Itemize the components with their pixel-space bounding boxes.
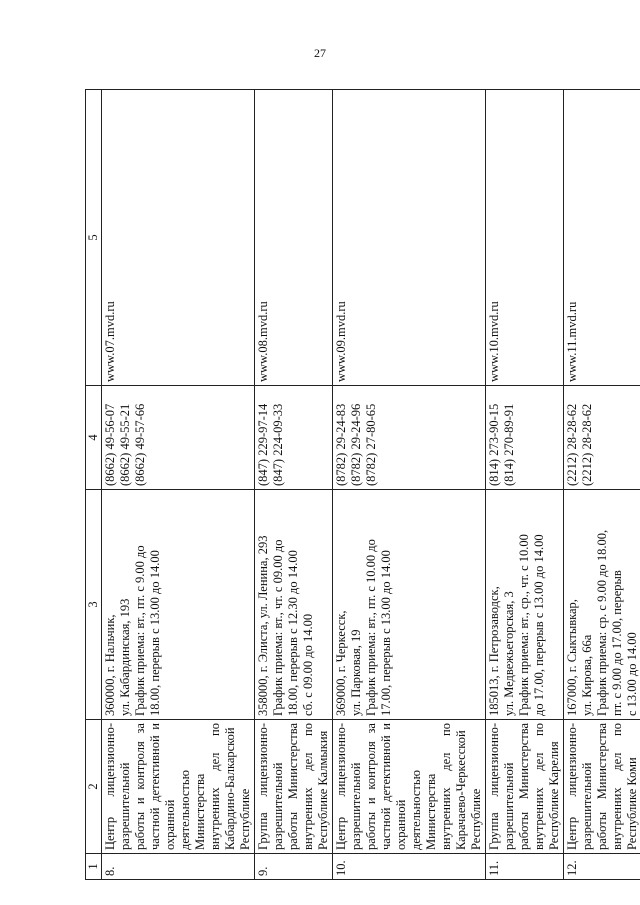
phone-line: (8782) 29-24-83 (334, 403, 348, 486)
address-line: сб. с 09.00 до 14.00 (301, 613, 315, 716)
row-number: 10. (333, 854, 486, 880)
address-line: 369000, г. Черкесск, (334, 610, 348, 716)
website: www.07.mvd.ru (102, 90, 255, 386)
address-line: График приема: ср. с 9.00 до 18.00, (595, 529, 609, 716)
address-line: 185013, г. Петрозаводск, (487, 586, 501, 716)
address-schedule (564, 490, 640, 720)
phone-line: (8782) 27-80-65 (364, 403, 378, 486)
address-line: 17.00, перерыв с 13.00 до 14.00 (379, 550, 393, 716)
address-schedule (333, 490, 486, 720)
address-line: График приема: вт., ср., чт. с 10.00 (517, 534, 531, 716)
address-line: с 13.00 до 14.00 (625, 632, 639, 716)
organization-name: Центр лицензионно-разрешительной работы и контроля за частной детективной и охранной деятельностью Министерства внутренних дел по Кабардино-Балкарской Республике (102, 720, 255, 854)
phone-numbers (102, 386, 255, 490)
table-header-row (86, 90, 102, 880)
licensing-offices-table (85, 89, 640, 880)
phone-line: (8782) 29-24-96 (349, 403, 363, 486)
address-schedule (255, 490, 333, 720)
address-line: ул. Кабардинская, 193 (118, 598, 132, 716)
address-schedule (486, 490, 564, 720)
phone-numbers (564, 386, 640, 490)
phone-numbers (255, 386, 333, 490)
organization-name: Группа лицензионно-разрешительной работы Министерства внутренних дел по Республике Калмыкия (255, 720, 333, 854)
website: www.09.mvd.ru (333, 90, 486, 386)
row-number: 9. (255, 854, 333, 880)
row-number: 12. (564, 854, 640, 880)
phone-line: (8662) 49-57-66 (133, 403, 147, 486)
website: www.11.mvd.ru (564, 90, 640, 386)
organization-name: Группа лицензионно-разрешительной работы Министерства внутренних дел по Республике Карелия (486, 720, 564, 854)
address-line: График приема: вт., чт. с 09.00 до (271, 539, 285, 716)
organization-name: Центр лицензионно-разрешительной работы и контроля за частной детективной и охранной деятельностью Министерства внутренних дел по Карачаево-Черкесской Республике (333, 720, 486, 854)
phone-line: (8662) 49-56-07 (103, 403, 117, 486)
table-row (564, 90, 640, 880)
address-line: График приема: вт., пт. с 9.00 до (133, 545, 147, 716)
column-header-3: 3 (86, 490, 102, 720)
rotated-table-container (85, 90, 639, 880)
phone-line: (814) 270-89-91 (502, 403, 516, 486)
table-row (333, 90, 486, 880)
phone-line: (2212) 28-28-62 (565, 403, 579, 486)
phone-numbers (486, 386, 564, 490)
address-line: 167000, г. Сыктывкар, (565, 599, 579, 716)
table-row (255, 90, 333, 880)
phone-numbers (333, 386, 486, 490)
website: www.10.mvd.ru (486, 90, 564, 386)
page-number: 27 (314, 46, 326, 60)
address-line: до 17.00, перерыв с 13.00 до 14.00 (532, 534, 546, 716)
address-line: 18.00, перерыв с 12.30 до 14.00 (286, 550, 300, 716)
phone-line: (847) 224-09-33 (271, 403, 285, 486)
row-number: 8. (102, 854, 255, 880)
address-line: пт. с 9.00 до 17.00, перерыв (610, 570, 624, 716)
table-row (486, 90, 564, 880)
table-row (102, 90, 255, 880)
column-header-1: 1 (86, 854, 102, 880)
row-number: 11. (486, 854, 564, 880)
address-line: 360000, г. Нальчик, (103, 614, 117, 716)
address-line: ул. Парковая, 19 (349, 629, 363, 716)
address-line: ул. Медвежьегорская, 3 (502, 591, 516, 716)
column-header-4: 4 (86, 386, 102, 490)
address-schedule (102, 490, 255, 720)
address-line: 18.00, перерыв с 13.00 до 14.00 (148, 550, 162, 716)
address-line: График приема: вт., пт. с 10.00 до (364, 539, 378, 716)
phone-line: (8662) 49-55-21 (118, 403, 132, 486)
column-header-2: 2 (86, 720, 102, 854)
address-line: 358000, г. Элиста, ул. Ленина, 293 (256, 535, 270, 716)
website: www.08.mvd.ru (255, 90, 333, 386)
address-line: ул. Кирова, 66а (580, 634, 594, 716)
phone-line: (847) 229-97-14 (256, 403, 270, 486)
rotated-table-area (85, 90, 639, 880)
phone-line: (2212) 28-28-62 (580, 403, 594, 486)
phone-line: (814) 273-90-15 (487, 403, 501, 486)
organization-name: Центр лицензионно-разрешительной работы Министерства внутренних дел по Республике Коми (564, 720, 640, 854)
column-header-5: 5 (86, 90, 102, 386)
